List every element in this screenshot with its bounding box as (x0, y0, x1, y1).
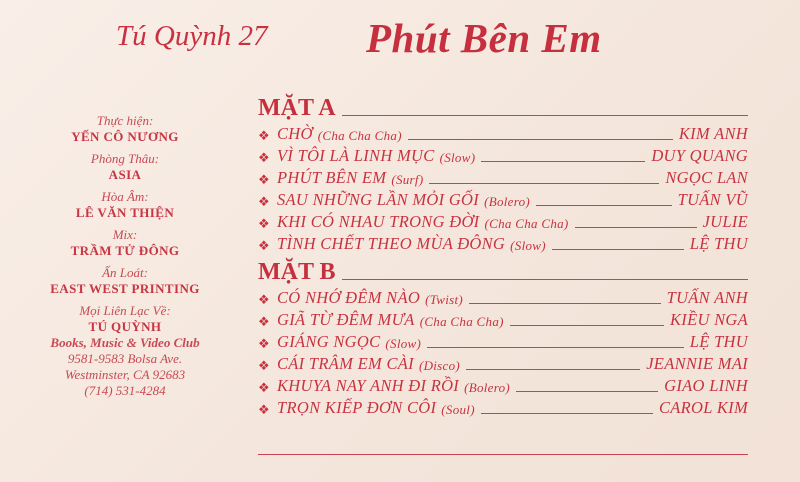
track-title: CÓ NHỚ ĐÊM NÀO (277, 288, 421, 307)
track-row (258, 232, 748, 254)
divider (469, 303, 661, 304)
contact-label: Mọi Liên Lạc Về: (79, 303, 171, 318)
track-row (258, 374, 748, 396)
track-style: (Cha Cha Cha) (317, 128, 402, 143)
divider (510, 325, 664, 326)
divider (427, 347, 684, 348)
track-style: (Disco) (418, 358, 461, 373)
track-style: (Bolero) (464, 380, 511, 395)
divider (575, 227, 697, 228)
track-style: (Slow) (510, 238, 546, 253)
track-title: CÁI TRÂM EM CÀI (277, 354, 414, 373)
bottom-divider (258, 454, 748, 455)
track-title: CHỜ (277, 124, 313, 143)
bullet-icon: ❖ (258, 150, 270, 165)
track-style: (Cha Cha Cha) (484, 216, 569, 231)
track-row (258, 330, 748, 352)
side-label: MẶT B (258, 259, 336, 285)
credit-role: Mix: (112, 227, 138, 242)
track-style: (Slow) (385, 336, 422, 351)
bullet-icon: ❖ (258, 292, 270, 307)
contact-business: Books, Music & Video Club (50, 335, 200, 350)
credit-name: ASIA (108, 167, 142, 182)
side-b-heading (258, 254, 748, 286)
credit-name: YẾN CÔ NƯƠNG (71, 129, 179, 144)
track-title: PHÚT BÊN EM (277, 168, 387, 187)
track-title: TRỌN KIẾP ĐƠN CÔI (277, 398, 437, 417)
track-artist: TUẤN ANH (666, 288, 748, 307)
credit-role: Phòng Thâu: (90, 151, 160, 166)
track-style: (Soul) (441, 402, 475, 417)
contact-name: TÚ QUỲNH (88, 319, 162, 334)
track-artist: LỆ THU (689, 332, 748, 351)
divider (481, 413, 653, 414)
track-style: (Bolero) (484, 194, 531, 209)
tracklist (258, 90, 748, 418)
bullet-icon: ❖ (258, 128, 270, 143)
track-title: SAU NHỮNG LẦN MỎI GỐI (277, 190, 480, 209)
bullet-icon: ❖ (258, 358, 270, 373)
credit-name: TRẦM TỬ ĐÔNG (70, 243, 180, 258)
track-row (258, 308, 748, 330)
track-row (258, 122, 748, 144)
track-artist: NGỌC LAN (665, 168, 748, 187)
divider (429, 183, 659, 184)
credit-role: Ấn Loát: (102, 265, 148, 280)
track-artist: DUY QUANG (651, 146, 748, 165)
divider (481, 161, 645, 162)
track-row (258, 144, 748, 166)
contact-city: Westminster, CA 92683 (64, 367, 186, 382)
track-title: VÌ TÔI LÀ LINH MỤC (277, 146, 435, 165)
bullet-icon: ❖ (258, 402, 270, 417)
series-title: Tú Quỳnh 27 (116, 20, 268, 52)
track-row (258, 210, 748, 232)
track-title: GIÃ TỪ ĐÊM MƯA (277, 310, 415, 329)
album-title: Phút Bên Em (366, 15, 602, 61)
track-row (258, 188, 748, 210)
divider (342, 115, 748, 116)
credit-name: EAST WEST PRINTING (50, 281, 200, 296)
track-style: (Surf) (391, 172, 424, 187)
track-title: KHI CÓ NHAU TRONG ĐỜI (277, 212, 480, 231)
track-style: (Twist) (425, 292, 464, 307)
side-a-heading (258, 90, 748, 122)
credit-name: LÊ VĂN THIỆN (75, 205, 175, 220)
divider (536, 205, 672, 206)
track-artist: CAROL KIM (658, 398, 748, 417)
track-title: KHUYA NAY ANH ĐI RỒI (277, 376, 460, 395)
bullet-icon: ❖ (258, 172, 270, 187)
track-row (258, 286, 748, 308)
side-label: MẶT A (258, 95, 336, 121)
divider (516, 391, 658, 392)
credits-panel (20, 113, 230, 399)
bullet-icon: ❖ (258, 314, 270, 329)
track-artist: TUẤN VŨ (677, 190, 748, 209)
track-title: TÌNH CHẾT THEO MÙA ĐÔNG (277, 234, 506, 253)
bullet-icon: ❖ (258, 380, 270, 395)
contact-street: 9581-9583 Bolsa Ave. (67, 351, 183, 366)
track-artist: GIAO LINH (664, 376, 748, 395)
track-row (258, 396, 748, 418)
credit-role: Hòa Âm: (101, 189, 149, 204)
track-artist: KIỀU NGA (669, 310, 748, 329)
track-artist: LỆ THU (689, 234, 748, 253)
divider (408, 139, 673, 140)
track-artist: KIM ANH (678, 124, 748, 143)
divider (466, 369, 640, 370)
credit-role: Thực hiện: (96, 113, 154, 128)
track-style: (Slow) (439, 150, 476, 165)
bullet-icon: ❖ (258, 194, 270, 209)
contact-phone: (714) 531-4284 (84, 383, 166, 398)
track-title: GIÁNG NGỌC (277, 332, 381, 351)
bullet-icon: ❖ (258, 336, 270, 351)
bullet-icon: ❖ (258, 238, 270, 253)
track-artist: JEANNIE MAI (646, 354, 748, 373)
bullet-icon: ❖ (258, 216, 270, 231)
track-row (258, 352, 748, 374)
divider (342, 279, 748, 280)
track-row (258, 166, 748, 188)
track-artist: JULIE (702, 212, 748, 231)
track-style: (Cha Cha Cha) (419, 314, 504, 329)
divider (552, 249, 684, 250)
